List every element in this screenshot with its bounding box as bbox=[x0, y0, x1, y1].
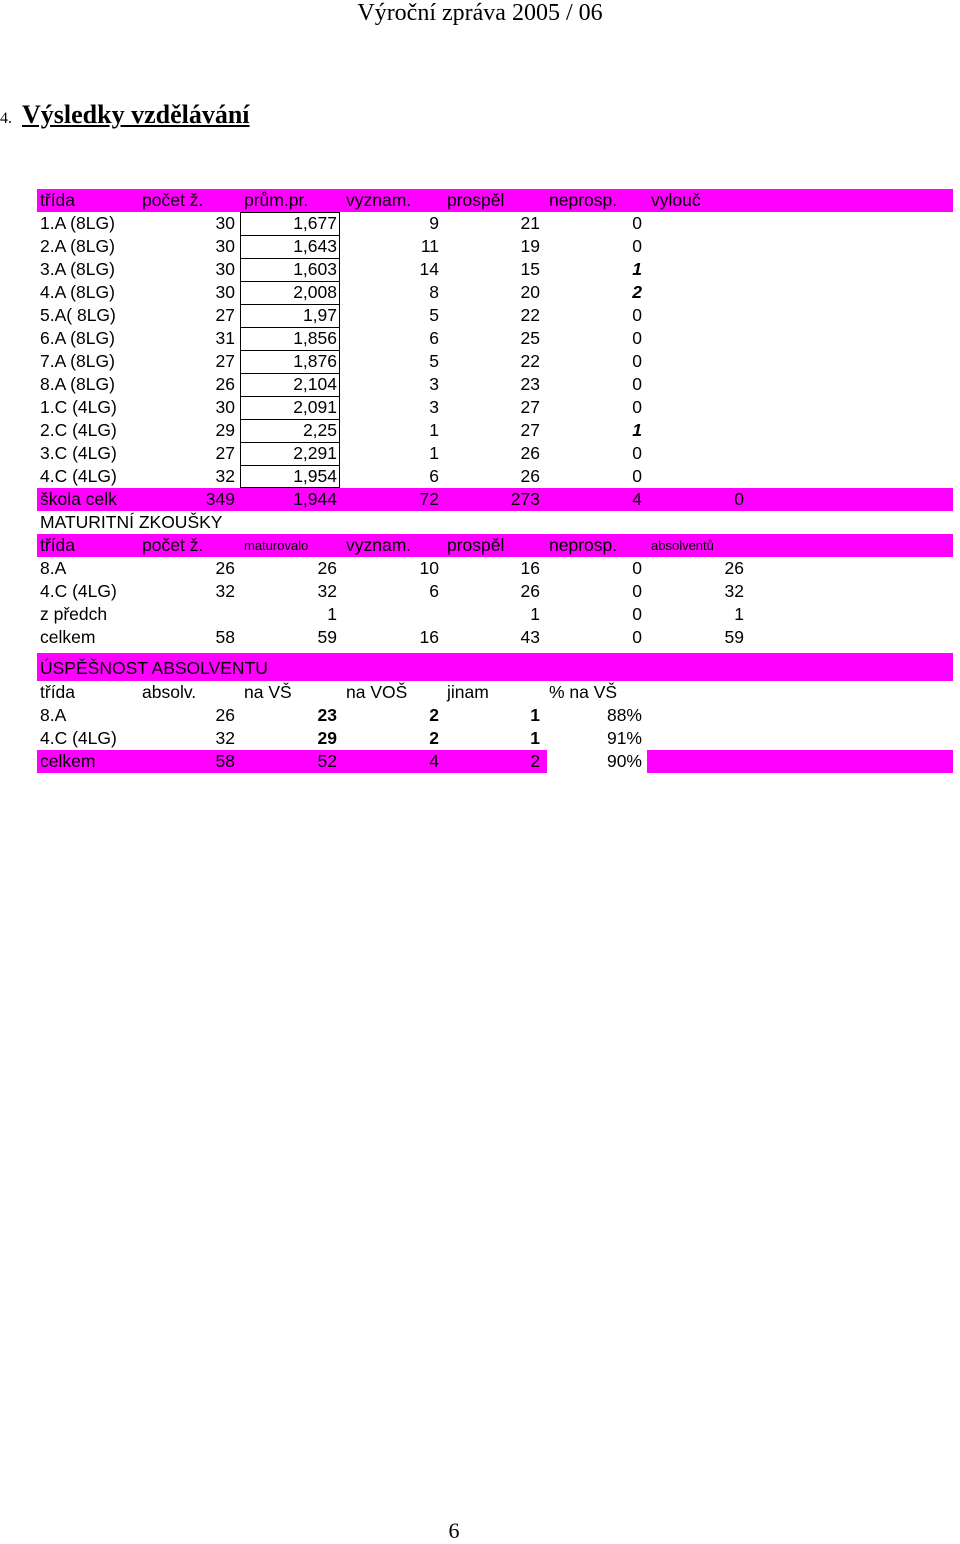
distinction-cell: 3 bbox=[429, 374, 439, 394]
distinction-cell: 6 bbox=[429, 581, 439, 601]
distinction-cell: 1 bbox=[429, 443, 439, 463]
total-elsewhere: 2 bbox=[530, 751, 540, 771]
distinction-cell: 1 bbox=[429, 420, 439, 440]
class-cell: 5.A( 8LG) bbox=[40, 305, 116, 325]
col-header: absolv. bbox=[142, 682, 197, 702]
results-header-row bbox=[37, 189, 953, 212]
distinction-cell: 6 bbox=[429, 328, 439, 348]
average-cell: 1,97 bbox=[302, 305, 337, 325]
passed-cell: 19 bbox=[520, 236, 540, 256]
section-number: 4. bbox=[0, 110, 12, 127]
col-header: prům.pr. bbox=[244, 190, 309, 210]
class-cell: 4.A (8LG) bbox=[40, 282, 115, 302]
count-cell: 27 bbox=[215, 443, 235, 463]
col-header: neprosp. bbox=[549, 535, 618, 555]
table-row bbox=[37, 373, 953, 396]
table-row bbox=[37, 465, 953, 488]
failed-cell: 0 bbox=[632, 443, 642, 463]
table-row bbox=[37, 704, 953, 727]
exam-cell: 1 bbox=[327, 604, 337, 624]
distinction-cell: 9 bbox=[429, 213, 439, 233]
results-total-row bbox=[37, 488, 953, 511]
graduates-cell: 26 bbox=[215, 705, 235, 725]
graduates-cell: 32 bbox=[724, 581, 744, 601]
page-number: 6 bbox=[448, 1518, 460, 1543]
distinction-cell: 5 bbox=[429, 305, 439, 325]
passed-cell: 26 bbox=[520, 466, 540, 486]
passed-cell: 15 bbox=[520, 259, 540, 279]
university-cell: 29 bbox=[317, 728, 337, 748]
total-expelled: 0 bbox=[734, 489, 744, 509]
elsewhere-cell: 1 bbox=[530, 728, 540, 748]
failed-cell: 1 bbox=[632, 420, 642, 440]
elsewhere-cell: 1 bbox=[530, 705, 540, 725]
count-cell: 26 bbox=[215, 374, 235, 394]
failed-cell: 0 bbox=[632, 466, 642, 486]
count-cell: 30 bbox=[215, 213, 235, 233]
count-cell: 29 bbox=[215, 420, 235, 440]
failed-cell: 0 bbox=[632, 305, 642, 325]
passed-cell: 23 bbox=[520, 374, 540, 394]
col-header: vyznam. bbox=[346, 190, 412, 210]
graduates-cell: 32 bbox=[215, 728, 235, 748]
total-label: škola celk bbox=[40, 489, 117, 509]
col-header: počet ž. bbox=[142, 190, 204, 210]
maturity-title: MATURITNÍ ZKOUŠKY bbox=[40, 512, 223, 532]
total-label: celkem bbox=[40, 751, 96, 771]
class-cell: 3.C (4LG) bbox=[40, 443, 117, 463]
count-cell: 30 bbox=[215, 397, 235, 417]
col-header: na VOŠ bbox=[346, 682, 408, 702]
col-header: na VŠ bbox=[244, 682, 292, 702]
average-cell: 2,104 bbox=[293, 374, 337, 394]
class-cell: 7.A (8LG) bbox=[40, 351, 115, 371]
class-cell: 1.A (8LG) bbox=[40, 213, 115, 233]
table-row bbox=[37, 580, 953, 603]
total-average: 1,944 bbox=[293, 489, 337, 509]
passed-cell: 16 bbox=[520, 558, 540, 578]
college-cell: 2 bbox=[429, 728, 439, 748]
percent-cell: 88% bbox=[606, 705, 642, 725]
count-cell: 32 bbox=[215, 581, 235, 601]
passed-cell: 27 bbox=[520, 420, 540, 440]
class-cell: 8.A (8LG) bbox=[40, 374, 115, 394]
average-cell: 1,603 bbox=[293, 259, 337, 279]
class-cell: 4.C (4LG) bbox=[40, 466, 117, 486]
distinction-cell: 3 bbox=[429, 397, 439, 417]
table-row bbox=[37, 235, 953, 258]
col-header: vylouč bbox=[651, 190, 701, 210]
col-header: jinam bbox=[447, 682, 489, 702]
success-title-row bbox=[37, 653, 953, 681]
passed-cell: 20 bbox=[520, 282, 540, 302]
total-percent: 90% bbox=[606, 751, 642, 771]
failed-cell: 0 bbox=[632, 351, 642, 371]
count-cell bbox=[142, 603, 235, 626]
count-cell: 32 bbox=[215, 466, 235, 486]
total-count: 349 bbox=[205, 489, 235, 509]
maturity-title-row bbox=[37, 511, 953, 534]
distinction-cell bbox=[346, 603, 439, 626]
failed-cell: 0 bbox=[632, 213, 642, 233]
average-cell: 1,954 bbox=[293, 466, 337, 486]
col-header: prospěl bbox=[447, 535, 505, 555]
college-cell: 2 bbox=[429, 705, 439, 725]
average-cell: 1,643 bbox=[293, 236, 337, 256]
class-cell: z předch bbox=[40, 604, 108, 624]
failed-cell: 0 bbox=[632, 328, 642, 348]
passed-cell: 27 bbox=[520, 397, 540, 417]
class-cell: 4.C (4LG) bbox=[40, 728, 117, 748]
average-cell: 1,856 bbox=[293, 328, 337, 348]
col-header: neprosp. bbox=[549, 190, 618, 210]
count-cell: 30 bbox=[215, 236, 235, 256]
distinction-cell: 5 bbox=[429, 351, 439, 371]
table-row bbox=[37, 281, 953, 304]
count-cell: 58 bbox=[215, 627, 235, 647]
total-passed: 273 bbox=[510, 489, 540, 509]
class-cell: 8.A bbox=[40, 558, 67, 578]
success-total-row bbox=[37, 750, 953, 773]
average-cell: 2,008 bbox=[293, 282, 337, 302]
passed-cell: 43 bbox=[520, 627, 540, 647]
class-cell: 6.A (8LG) bbox=[40, 328, 115, 348]
count-cell: 30 bbox=[215, 259, 235, 279]
col-header: maturovalo bbox=[244, 538, 309, 553]
failed-cell: 0 bbox=[632, 374, 642, 394]
distinction-cell: 11 bbox=[420, 236, 439, 256]
table-row bbox=[37, 396, 953, 419]
failed-cell: 0 bbox=[632, 627, 642, 647]
average-cell: 2,25 bbox=[302, 420, 337, 440]
university-cell: 23 bbox=[317, 705, 337, 725]
section-title: Výsledky vzdělávání bbox=[22, 100, 250, 129]
table-row bbox=[37, 304, 953, 327]
total-failed: 4 bbox=[632, 489, 642, 509]
passed-cell: 1 bbox=[530, 604, 540, 624]
table-row bbox=[37, 442, 953, 465]
average-cell: 1,876 bbox=[293, 351, 337, 371]
average-cell: 2,291 bbox=[293, 443, 337, 463]
table-row bbox=[37, 350, 953, 373]
maturity-header-row bbox=[37, 534, 953, 557]
exam-cell: 32 bbox=[317, 581, 337, 601]
table-row bbox=[37, 557, 953, 580]
col-header: třída bbox=[40, 535, 76, 555]
count-cell: 26 bbox=[215, 558, 235, 578]
class-cell: 3.A (8LG) bbox=[40, 259, 115, 279]
table-row bbox=[37, 626, 953, 649]
graduates-cell: 59 bbox=[724, 627, 744, 647]
percent-cell: 91% bbox=[606, 728, 642, 748]
passed-cell: 25 bbox=[520, 328, 540, 348]
col-header: vyznam. bbox=[346, 535, 412, 555]
total-university: 52 bbox=[317, 751, 337, 771]
highlight-right bbox=[647, 750, 953, 773]
table-row bbox=[37, 258, 953, 281]
passed-cell: 22 bbox=[520, 351, 540, 371]
failed-cell: 0 bbox=[632, 558, 642, 578]
count-cell: 27 bbox=[215, 305, 235, 325]
section-heading bbox=[0, 100, 250, 130]
graduates-cell: 26 bbox=[724, 558, 744, 578]
distinction-cell: 14 bbox=[419, 259, 439, 279]
class-cell: celkem bbox=[40, 627, 96, 647]
page-header-title: Výroční zpráva 2005 / 06 bbox=[357, 0, 603, 26]
distinction-cell: 8 bbox=[429, 282, 439, 302]
passed-cell: 22 bbox=[520, 305, 540, 325]
failed-cell: 0 bbox=[632, 397, 642, 417]
distinction-cell: 16 bbox=[419, 627, 439, 647]
table-row bbox=[37, 327, 953, 350]
count-cell: 31 bbox=[215, 328, 235, 348]
col-header: prospěl bbox=[447, 190, 505, 210]
table-row bbox=[37, 603, 953, 626]
results-table bbox=[37, 189, 953, 773]
count-cell: 27 bbox=[215, 351, 235, 371]
passed-cell: 26 bbox=[520, 443, 540, 463]
success-header-row bbox=[37, 681, 953, 704]
col-header: absolventů bbox=[651, 538, 714, 553]
count-cell: 30 bbox=[215, 282, 235, 302]
success-title: ÚSPĚŠNOST ABSOLVENTU bbox=[40, 658, 268, 678]
col-header: % na VŠ bbox=[549, 682, 618, 702]
distinction-cell: 10 bbox=[419, 558, 439, 578]
class-cell: 8.A bbox=[40, 705, 67, 725]
distinction-cell: 6 bbox=[429, 466, 439, 486]
average-cell: 2,091 bbox=[293, 397, 337, 417]
table-row bbox=[37, 419, 953, 442]
passed-cell: 21 bbox=[520, 213, 540, 233]
class-cell: 2.A (8LG) bbox=[40, 236, 115, 256]
table-row bbox=[37, 212, 953, 235]
exam-cell: 26 bbox=[317, 558, 337, 578]
passed-cell: 26 bbox=[520, 581, 540, 601]
class-cell: 1.C (4LG) bbox=[40, 397, 117, 417]
table-row bbox=[37, 727, 953, 750]
class-cell: 4.C (4LG) bbox=[40, 581, 117, 601]
failed-cell: 1 bbox=[632, 259, 642, 279]
graduates-cell: 1 bbox=[734, 604, 744, 624]
col-header: třída bbox=[40, 190, 76, 210]
failed-cell: 0 bbox=[632, 236, 642, 256]
col-header: počet ž. bbox=[142, 535, 204, 555]
average-cell: 1,677 bbox=[293, 213, 337, 233]
total-distinction: 72 bbox=[419, 489, 439, 509]
failed-cell: 2 bbox=[632, 282, 642, 302]
total-graduates: 58 bbox=[215, 751, 235, 771]
exam-cell: 59 bbox=[317, 627, 337, 647]
total-college: 4 bbox=[429, 751, 439, 771]
failed-cell: 0 bbox=[632, 581, 642, 601]
class-cell: 2.C (4LG) bbox=[40, 420, 117, 440]
failed-cell: 0 bbox=[632, 604, 642, 624]
col-header: třída bbox=[40, 682, 76, 702]
